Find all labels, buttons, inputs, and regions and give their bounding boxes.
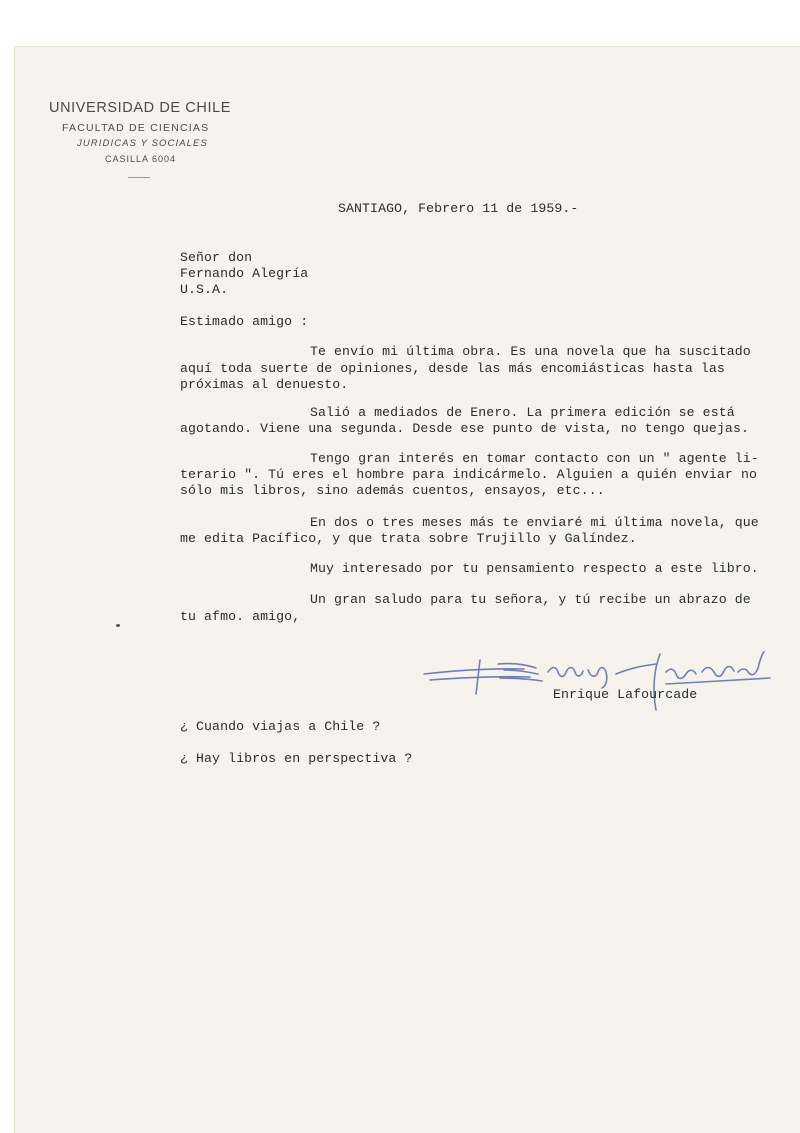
body-line: Salió a mediados de Enero. La primera edición se está xyxy=(310,405,735,420)
postscript-question-2: ¿ Hay libros en perspectiva ? xyxy=(180,751,413,766)
body-line: próximas al denuesto. xyxy=(180,377,349,392)
body-line: agotando. Viene una segunda. Desde ese punto de vista, no tengo quejas. xyxy=(180,421,749,436)
letterhead-department: JURIDICAS Y SOCIALES xyxy=(77,138,208,149)
postscript-question-1: ¿ Cuando viajas a Chile ? xyxy=(180,719,381,734)
typed-signature-name: Enrique Lafourcade xyxy=(553,687,698,702)
body-line: sólo mis libros, sino además cuentos, ensayos, etc... xyxy=(180,483,605,498)
recipient-line-3: U.S.A. xyxy=(180,282,229,297)
body-line: aquí toda suerte de opiniones, desde las más encomiásticas hasta las xyxy=(180,361,725,376)
body-line: En dos o tres meses más te enviaré mi última novela, que xyxy=(310,515,759,530)
body-line: terario ". Tú eres el hombre para indicármelo. Alguien a quién enviar no xyxy=(180,467,757,482)
recipient-line-2: Fernando Alegría xyxy=(180,266,309,281)
ink-speck xyxy=(116,624,120,627)
recipient-line-1: Señor don xyxy=(180,250,253,265)
body-line: Te envío mi última obra. Es una novela que ha suscitado xyxy=(310,344,751,359)
closing-line: tu afmo. amigo, xyxy=(180,609,301,624)
body-line: Tengo gran interés en tomar contacto con un " agente li- xyxy=(310,451,759,466)
body-line: Muy interesado por tu pensamiento respecto a este libro. xyxy=(310,561,759,576)
body-line: me edita Pacífico, y que trata sobre Trujillo y Galíndez. xyxy=(180,531,637,546)
letterhead-university: UNIVERSIDAD DE CHILE xyxy=(49,100,232,116)
letterhead-box: CASILLA 6004 xyxy=(105,154,177,164)
letterhead-rule xyxy=(128,177,150,178)
letterhead-faculty: FACULTAD DE CIENCIAS xyxy=(62,122,210,134)
body-line: Un gran saludo para tu señora, y tú recibe un abrazo de xyxy=(310,592,751,607)
handwritten-signature xyxy=(420,650,780,720)
letter-date: SANTIAGO, Febrero 11 de 1959.- xyxy=(338,201,579,216)
salutation: Estimado amigo : xyxy=(180,314,309,329)
